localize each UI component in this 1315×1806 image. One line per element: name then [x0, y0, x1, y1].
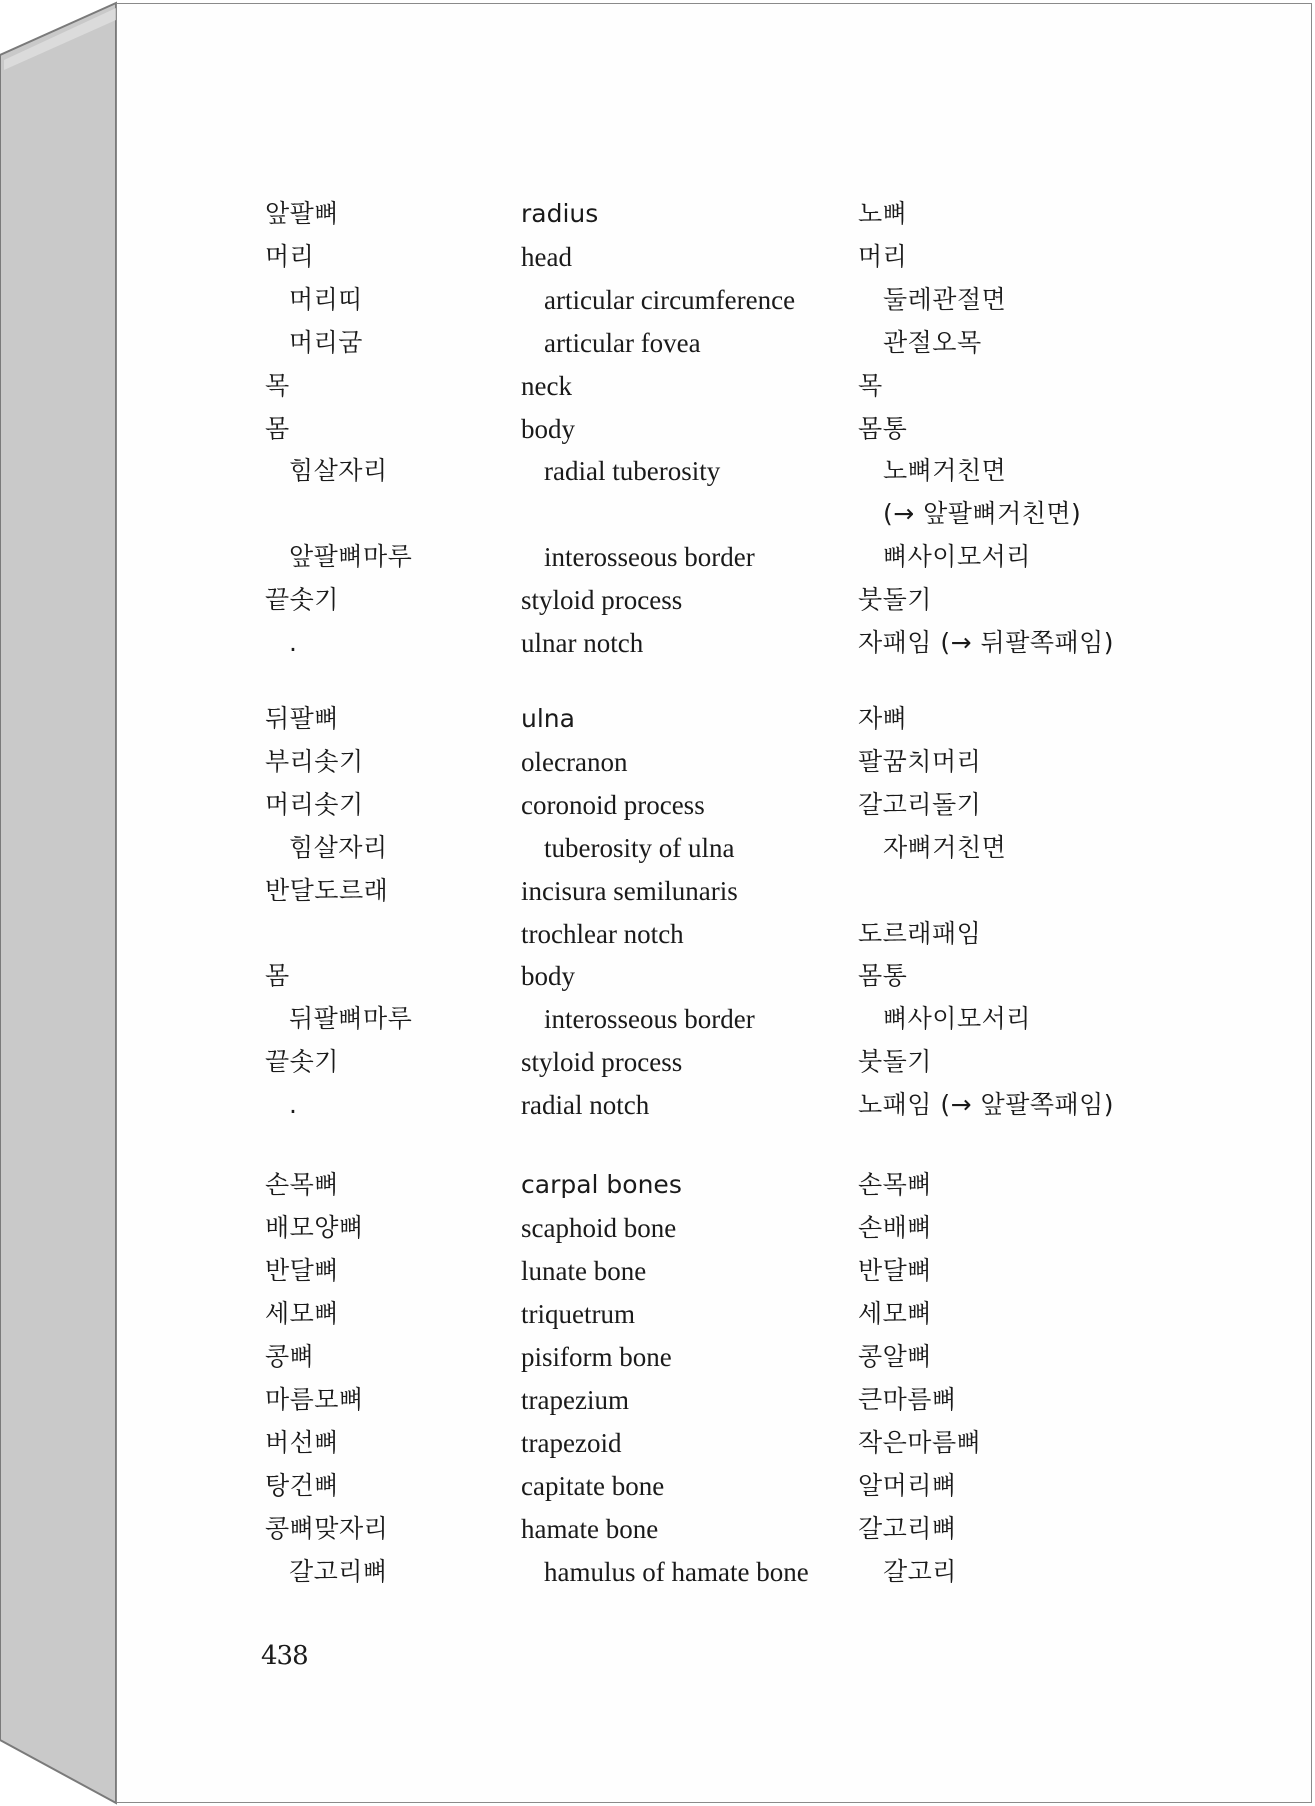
- glossary-row: [117, 497, 1313, 537]
- english-term: pisiform bone: [521, 1342, 672, 1372]
- english-term: hamulus of hamate bone: [544, 1557, 809, 1587]
- english-term: styloid process: [521, 585, 683, 616]
- old-korean-term: 부리솟기: [265, 746, 364, 776]
- old-korean-term: 버선뼈: [265, 1428, 339, 1457]
- new-korean-term: 자뼈거친면: [883, 832, 1007, 862]
- page-number: 438: [261, 1641, 308, 1671]
- new-korean-term: 관절오목: [883, 327, 982, 357]
- english-term: interosseous border: [544, 542, 755, 573]
- glossary-row: [117, 1045, 1313, 1085]
- old-korean-term: 콩뼈맞자리: [265, 1514, 389, 1543]
- new-korean-term: 도르래패임: [858, 918, 982, 948]
- new-korean-term: 자뼈: [858, 704, 908, 733]
- new-korean-term: 머리: [858, 241, 908, 271]
- glossary-row: [117, 1297, 1313, 1337]
- glossary-row: [117, 454, 1313, 494]
- old-korean-term: 머리띠: [289, 284, 363, 314]
- old-korean-term: 탕건뼈: [265, 1471, 339, 1500]
- english-term: radial tuberosity: [544, 456, 721, 487]
- glossary-row: [117, 1426, 1313, 1466]
- new-korean-term: 자패임 (→ 뒤팔쪽패임): [858, 628, 1115, 657]
- old-korean-term: 끝솟기: [265, 1047, 339, 1077]
- english-term: interosseous border: [544, 1004, 755, 1035]
- glossary-row: [117, 959, 1313, 999]
- new-korean-term: 갈고리뼈: [858, 1514, 957, 1543]
- glossary-row: [117, 1469, 1313, 1509]
- glossary-row: [117, 412, 1313, 452]
- glossary-row: [117, 831, 1313, 871]
- new-korean-term: 노뼈거친면: [883, 456, 1007, 486]
- old-korean-term: 뒤팔뼈마루: [289, 1004, 413, 1034]
- old-korean-term: 머리: [265, 241, 315, 271]
- new-korean-term: 뼈사이모서리: [883, 1004, 1031, 1034]
- new-korean-term: 갈고리돌기: [858, 789, 982, 819]
- old-korean-term: 배모양뼈: [265, 1213, 364, 1242]
- old-korean-term: 반달도르래: [265, 875, 389, 905]
- old-korean-term: 머리굼: [289, 327, 363, 357]
- english-term: olecranon: [521, 746, 628, 777]
- new-korean-term: 노패임 (→ 앞팔쪽패임): [858, 1090, 1115, 1120]
- old-korean-term: 반달뼈: [265, 1256, 339, 1285]
- old-korean-term: 힘살자리: [289, 456, 388, 486]
- old-korean-term: 끝솟기: [265, 585, 339, 615]
- english-term: scaphoid bone: [521, 1213, 677, 1243]
- glossary-row: [117, 1383, 1313, 1423]
- glossary-row: [117, 788, 1313, 828]
- english-term: triquetrum: [521, 1299, 635, 1329]
- english-term: articular circumference: [544, 284, 796, 315]
- old-korean-term: 손목뼈: [265, 1170, 339, 1199]
- english-term: articular fovea: [544, 327, 701, 358]
- new-korean-term: 알머리뼈: [858, 1471, 957, 1500]
- glossary-row: [117, 745, 1313, 785]
- new-korean-term: 목: [858, 370, 883, 400]
- english-term: carpal bones: [521, 1170, 682, 1199]
- old-korean-term: 콩뼈: [265, 1342, 315, 1371]
- glossary-row: [117, 1002, 1313, 1042]
- glossary-row: [117, 702, 1313, 742]
- english-term: coronoid process: [521, 789, 705, 820]
- old-korean-term: 마름모뼈: [265, 1385, 364, 1414]
- old-korean-term: 갈고리뼈: [289, 1557, 388, 1586]
- glossary-row: [117, 1088, 1313, 1128]
- old-korean-term: 앞팔뼈: [265, 199, 339, 228]
- new-korean-term: 몸통: [858, 413, 908, 443]
- new-korean-term: 손목뼈: [858, 1170, 932, 1199]
- english-term: radius: [521, 199, 599, 228]
- new-korean-term: 붓돌기: [858, 585, 932, 615]
- english-term: body: [521, 413, 575, 444]
- english-term: radial notch: [521, 1090, 650, 1121]
- old-korean-term: 뒤팔뼈: [265, 704, 339, 733]
- english-term: hamate bone: [521, 1514, 659, 1544]
- old-korean-term: 몸: [265, 961, 290, 991]
- glossary-row: [117, 1340, 1313, 1380]
- old-korean-term: 머리솟기: [265, 789, 364, 819]
- english-term: head: [521, 241, 572, 272]
- glossary-row: [117, 240, 1313, 280]
- english-term: trapezoid: [521, 1428, 622, 1458]
- english-term: neck: [521, 370, 572, 401]
- old-korean-term: 힘살자리: [289, 832, 388, 862]
- new-korean-term: 팔꿈치머리: [858, 746, 982, 776]
- glossary-row: [117, 1254, 1313, 1294]
- english-term: ulnar notch: [521, 628, 644, 658]
- glossary-row: [117, 369, 1313, 409]
- glossary-row: [117, 540, 1313, 580]
- glossary-row: [117, 917, 1313, 957]
- new-korean-term: 세모뼈: [858, 1299, 932, 1328]
- english-term: lunate bone: [521, 1256, 647, 1286]
- new-korean-term: 손배뼈: [858, 1213, 932, 1242]
- new-korean-term: 둘레관절면: [883, 284, 1007, 314]
- english-term: ulna: [521, 704, 575, 733]
- old-korean-term: 몸: [265, 413, 290, 443]
- new-korean-term: 뼈사이모서리: [883, 542, 1031, 572]
- new-korean-term: 큰마름뼈: [858, 1385, 957, 1414]
- glossary-row: [117, 1512, 1313, 1552]
- old-korean-term: .: [289, 628, 298, 657]
- english-term: styloid process: [521, 1047, 683, 1078]
- english-term: tuberosity of ulna: [544, 832, 735, 863]
- glossary-row: [117, 197, 1313, 237]
- new-korean-term: 붓돌기: [858, 1047, 932, 1077]
- english-term: trapezium: [521, 1385, 629, 1415]
- new-korean-term: 반달뼈: [858, 1256, 932, 1285]
- old-korean-term: 세모뼈: [265, 1299, 339, 1328]
- new-korean-term: 갈고리: [883, 1557, 957, 1586]
- glossary-row: [117, 874, 1313, 914]
- glossary-row: [117, 583, 1313, 623]
- old-korean-term: 목: [265, 370, 290, 400]
- old-korean-term: .: [289, 1090, 298, 1120]
- new-korean-term: 노뼈: [858, 199, 908, 228]
- english-term: body: [521, 961, 575, 992]
- document-page: [116, 3, 1312, 1803]
- english-term: capitate bone: [521, 1471, 665, 1501]
- old-korean-term: 앞팔뼈마루: [289, 542, 413, 572]
- glossary-row: [117, 1168, 1313, 1208]
- new-korean-term: (→ 앞팔뼈거친면): [883, 499, 1082, 529]
- glossary-row: [117, 1555, 1313, 1595]
- new-korean-term: 작은마름뼈: [858, 1428, 982, 1457]
- english-term: incisura semilunaris: [521, 875, 738, 906]
- new-korean-term: 몸통: [858, 961, 908, 991]
- glossary-row: [117, 1211, 1313, 1251]
- english-term: trochlear notch: [521, 918, 684, 949]
- glossary-row: [117, 326, 1313, 366]
- new-korean-term: 콩알뼈: [858, 1342, 932, 1371]
- glossary-row: [117, 283, 1313, 323]
- glossary-row: [117, 626, 1313, 666]
